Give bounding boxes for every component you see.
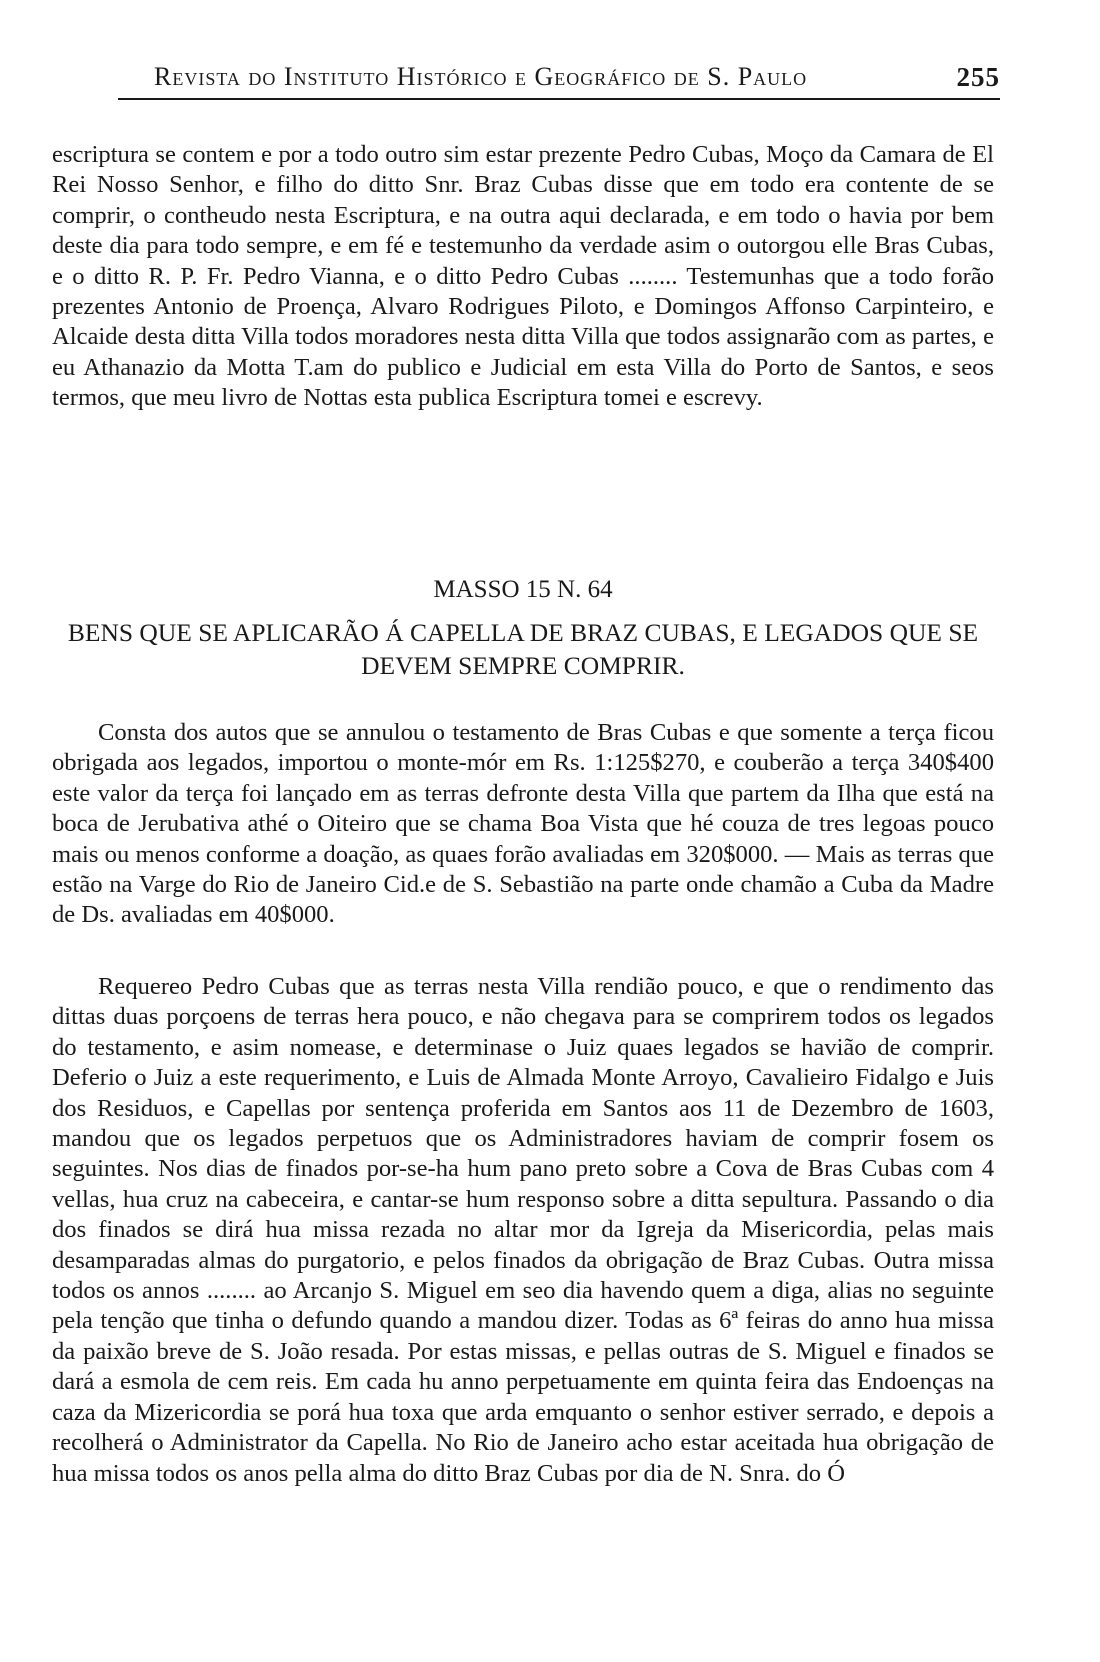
paragraph-first — [52, 718, 994, 931]
paragraph-continuation — [52, 140, 994, 414]
running-header — [118, 62, 1000, 100]
paragraph-text: escriptura se contem e por a todo outro sim estar prezente Pedro Cubas, Moço da Camara de El Rei Nosso Senhor, e filho do ditto Snr. Braz Cubas disse que em todo era contente de se comprir, o contheudo nesta Escriptura, e na outra aqui declarada, e em todo o havia por bem deste dia para todo sempre, e em fé e testemunho da verdade asim o outorgou elle Bras Cubas, e o ditto R. P. Fr. Pedro Vianna, e o ditto Pedro Cubas ........ Testemunhas que a todo forão prezentes Antonio de Proença, Alvaro Rodrigues Piloto, e Domingos Affonso Carpinteiro, e Alcaide desta ditta Villa todos moradores nesta ditta Villa que todos assignarão com as partes, e eu Athanazio da Motta T.am do publico e Judicial em esta Villa do Porto de Santos, e seos termos, que meu livro de Nottas esta publica Escriptura tomei e escrevy. — [52, 141, 994, 412]
section-number: MASSO 15 N. 64 — [433, 576, 613, 603]
page-number: 255 — [956, 62, 1000, 92]
paragraph-text: Consta dos autos que se annulou o testamento de Bras Cubas e que somente a terça ficou obrigada aos legados, importou o monte-mór em Rs. 1:125$270, e couberão a terça 340$400 este valor da terça foi lançado em as terras defronte desta Villa que partem da Ilha que está na boca de Jerubativa athé o Oiteiro que se chama Boa Vista que hé couza de tres legoas pouco mais ou menos conforme a doação, as quaes forão avaliadas em 320$000. — Mais as terras que estão na Varge do Rio de Janeiro Cid.e de S. Sebastião na parte onde chamão a Cuba da Madre de Ds. avaliadas em 40$000. — [52, 719, 994, 929]
journal-title: Revista do Instituto Histórico e Geográfico de S. Paulo — [154, 62, 808, 91]
paragraph-second — [52, 972, 994, 1489]
paragraph-text: Requereo Pedro Cubas que as terras nesta Villa rendião pouco, e que o rendimento das dittas duas porçoens de terras hera pouco, e não chegava para se comprirem todos os legados do testamento, e asim nomease, e determinase o Juiz quaes legados se havião de comprir. Deferio o Juiz a este requerimento, e Luis de Almada Monte Arroyo, Cavalieiro Fidalgo e Juis dos Residuos, e Capellas por sentença proferida em Santos aos 11 de Dezembro de 1603, mandou que os legados perpetuos que os Administradores haviam de comprir fosem os seguintes. Nos dias de finados por-se-ha hum pano preto sobre a Cova de Bras Cubas com 4 vellas, hua cruz na cabeceira, e cantar-se hum responso sobre a ditta sepultura. Passando o dia dos finados se dirá hua missa rezada no altar mor da Igreja da Misericordia, pelas mais desamparadas almas do purgatorio, e pelos finados da obrigação de Braz Cubas. Outra missa todos os annos ........ ao Arcanjo S. Miguel em seo dia havendo quem a diga, alias no seguinte pela tenção que tinha o defundo quando a mandou dizer. Todas as 6ª feiras do anno hua missa da paixão breve de S. João resada. Por estas missas, e pellas outras de S. Miguel e finados se dará a esmola de cem reis. Em cada hu anno perpetuamente em quinta feira das Endoenças na caza da Mizericordia se porá hua toxa que arda emquanto o senhor estiver serrado, e depois a recolherá o Administrator da Capella. No Rio de Janeiro acho estar aceitada hua obrigação de hua missa todos os anos pella alma do ditto Braz Cubas por dia de N. Snra. do Ó — [52, 973, 994, 1487]
section-title: BENS QUE SE APLICARÃO Á CAPELLA DE BRAZ CUBAS, E LEGADOS QUE SE DEVEM SEMPRE COMPRIR. — [67, 618, 979, 680]
